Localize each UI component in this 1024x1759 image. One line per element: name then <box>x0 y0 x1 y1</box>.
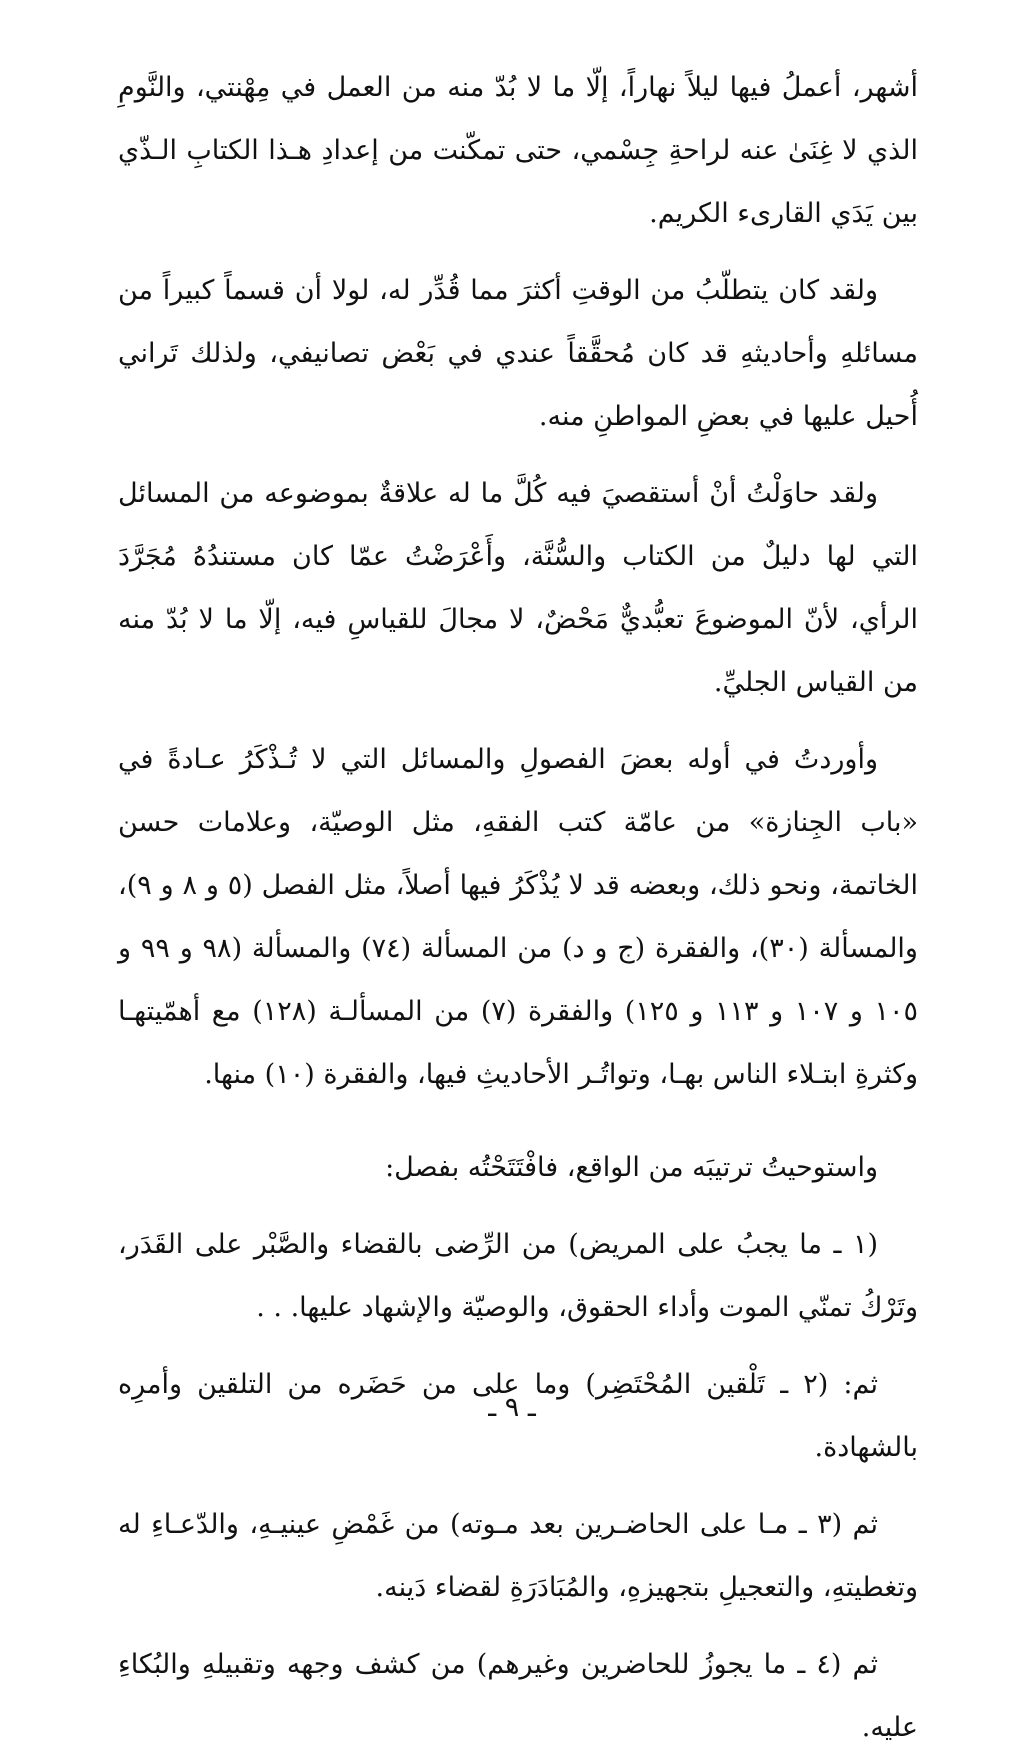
paragraph-4: وأوردتُ في أوله بعضَ الفصولِ والمسائل التي لا تُـذْكَرُ عـادةً في «باب الجِنازة» من عامّة كتب الفقهِ، مثل الوصيّة، وعلامات حسن الخاتمة، ونحو ذلك، وبعضه قد لا يُذْكَرُ فيها أصلاً، مثل الفصل (٥ و ٨ و ٩)، والمسألة (٣٠)، والفقرة (ج و د) من المسألة (٧٤) والمسألة (٩٨ و ٩٩ و ١٠٥ و ١٠٧ و ١١٣ و ١٢٥) والفقرة (٧) من المسألـة (١٢٨) مع أهمّيتهـا وكثرةِ ابتـلاء الناس بهـا، وتواتُـر الأحاديثِ فيها، والفقرة (١٠) منها. <box>118 744 918 1090</box>
paragraph-8: ثم (٣ ـ مـا على الحاضـرين بعد مـوته) من غَمْضِ عينيـهِ، والدّعـاءِ له وتغطيتهِ، والتعجيلِ بتجهيزهِ، والمُبَادَرَةِ لقضاء دَينه. <box>118 1509 918 1603</box>
page-number: ـ ٩ ـ <box>488 1392 536 1423</box>
paragraph-2: ولقد كان يتطلّبُ من الوقتِ أكثرَ مما قُدِّر له، لولا أن قسماً كبيراً من مسائلهِ وأحاديثهِ قد كان مُحقَّقاً عندي في بَعْض تصانيفي، ولذلك تَراني أُحيل عليها في بعضِ المواطنِ منه. <box>118 275 918 432</box>
paragraph-3: ولقد حاوَلْتُ أنْ أستقصيَ فيه كُلَّ ما له علاقةٌ بموضوعه من المسائل التي لها دليلٌ من الكتاب والسُّنَّة، وأَعْرَضْتُ عمّا كان مستندُهُ مُجَرَّدَ الرأي، لأنّ الموضوعَ تعبُّديٌّ مَحْضٌ، لا مجالَ للقياسِ فيه، إلّا ما لا بُدّ منه من القياس الجليِّ. <box>118 478 918 698</box>
paragraph-6: (١ ـ ما يجبُ على المريض) من الرِّضى بالقضاء والصَّبْر على القَدَر، وتَرْكُ تمنّي الموت وأداء الحقوق، والوصيّة والإشهاد عليها. . . <box>118 1229 918 1323</box>
paragraph-5: واستوحيتُ ترتيبَه من الواقع، فافْتَتَحْتُه بفصل: <box>385 1152 878 1183</box>
paragraph-7: ثم: (٢ ـ تَلْقين المُحْتَضِر) وما على من حَضَره من التلقين وأمرِه بالشهادة. <box>118 1369 918 1463</box>
paragraph-1: أشهر، أعملُ فيها ليلاً نهاراً، إلّا ما لا بُدّ منه من العمل في مِهْنتي، والنَّومِ الذي لا غِنَىٰ عنه لراحةِ جِسْمي، حتى تمكّنت من إعدادِ هـذا الكتابِ الـذّي بين يَدَي القارىء الكريم. <box>118 72 918 229</box>
paragraph-9: ثم (٤ ـ ما يجوزُ للحاضرين وغيرهم) من كشف وجهه وتقبيلهِ والبُكاءِ عليه. <box>118 1649 918 1743</box>
